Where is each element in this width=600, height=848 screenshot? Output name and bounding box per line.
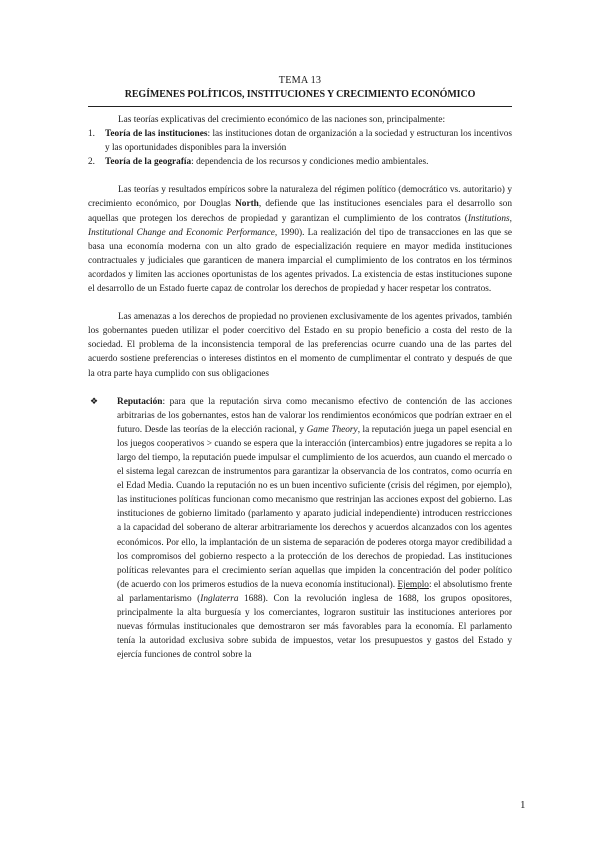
spacer (88, 169, 512, 183)
author-name: North (235, 199, 259, 210)
list-item-text: : las instituciones dotan de organización a la sociedad y estructuran los incentivos y las oportunidades disponibles para la inversión (105, 129, 512, 154)
reputation-bullet (88, 395, 512, 663)
example-label: Ejemplo (397, 579, 429, 590)
text-run: : para que la reputación sirva como mecanismo efectivo de contención de las acciones arbitrarias de los gobernantes, estos han de valorar los rendimientos económicos que podrían extraer en el futuro. Desde las teorías de la elección racional, y (117, 396, 512, 435)
list-item-term: Teoría de las instituciones (105, 129, 208, 140)
text-run: , 1990). La realización del tipo de transacciones en las que se basa una economía moderna con un alto grado de especialización requiere en mayor medida instituciones contractuales y judiciales que garanticen de manera imparcial el cumplimiento de los contratos en los términos acordados y limiten las acciones oportunistas de los agentes privados. La existencia de estas instituciones supone el desarrollo de un Estado fuerte capaz de controlar los derechos de propiedad y hacer respetar los contratos. (88, 227, 512, 295)
threats-paragraph: Las amenazas a los derechos de propiedad no provienen exclusivamente de los agentes privados, también los gobernantes pueden utilizar el poder coercitivo del Estado en su propio beneficio a costa del resto de la sociedad. El problema de la inconsistencia temporal de las preferencias ocurre cuando una de las partes del acuerdo sostiene preferencias o intereses distintos en el momento de cumplimentar el contrato y después de que la otra parte haya cumplido con sus obligaciones (88, 312, 512, 379)
text-run: : el absolutismo frente al parlamentarismo ( (117, 579, 512, 604)
text-run: 1688). Con la revolución inglesa de 1688, los grupos opositores, principalmente la alta burguesía y los comerciantes, lograron sustituir las instituciones anteriores por nuevas fórmulas institucionales que demostraron ser más favorables para la economía. El parlamento tenía la autoridad exclusiva sobre subida de impuestos, vetar los presupuestos y gastos del Estado y ejercía funciones de control sobre la (117, 593, 512, 661)
diamond-bullet-icon: ❖ (90, 396, 99, 407)
spacer (88, 381, 512, 395)
list-item (88, 127, 512, 155)
page-content (88, 74, 512, 662)
text-run: Las teorías y resultados empíricos sobre la naturaleza del régimen político (democrático vs. autoritario) y crecimiento económico, por Douglas (88, 185, 512, 210)
page-number: 1 (520, 799, 526, 811)
theory-list (88, 127, 512, 169)
document-title: REGÍMENES POLÍTICOS, INSTITUCIONES Y CRECIMIENTO ECONÓMICO (124, 89, 476, 100)
country-name: Inglaterra (200, 593, 239, 604)
list-item-term: Teoría de la geografía (105, 157, 192, 168)
north-paragraph (88, 183, 512, 296)
title-divider (88, 106, 512, 107)
list-item (88, 155, 512, 169)
bullet-term: Reputación (117, 396, 163, 407)
book-title: Institutions, Institutional Change and Economic Performance (88, 213, 512, 238)
spacer (88, 296, 512, 310)
text-run: , la reputación juega un papel esencial en los juegos cooperativos > cuando se espera que la interacción (intercambios) entre jugadores se repita a lo largo del tiempo, la reputación puede impulsar el cumplimiento de los acuerdos, aun cuando el mercado o el sistema legal carezcan de instrumentos para garantizar la observancia de los contratos, como ocurría en el Edad Media. Cuando la reputación no es un buen incentivo suficiente (crisis del régimen, por ejemplo), las instituciones políticas funcionan como mecanismo que restrinjan las acciones expost del gobierno. Las instituciones de gobierno limitado (parlamento y aparato judicial independiente) introducen restricciones a la capacidad del soberano de alterar arbitrariamente los derechos y acuerdos alcanzados con los agentes económicos. Por ello, la implantación de un sistema de separación de poderes otorga mayor credibilidad a los compromisos del gobierno respecto a la protección de los derechos de propiedad. Las instituciones políticas relevantes para el crecimiento serían aquellas que impiden la concentración del poder político (de acuerdo con los primeros estudios de la nueva economía institucional). (117, 424, 512, 590)
game-theory-term: Game Theory (306, 424, 358, 435)
list-item-text: : dependencia de los recursos y condiciones medio ambientales. (191, 157, 429, 168)
list-item-number: 1. (88, 129, 95, 140)
topic-number: TEMA 13 (278, 75, 322, 86)
intro-paragraph: Las teorías explicativas del crecimiento económico de las naciones son, principalmente: (118, 115, 446, 125)
list-item-number: 2. (88, 157, 95, 168)
text-run: , defiende que las instituciones esenciales para el desarrollo son aquellas que protegen los derechos de propiedad y garantizan el cumplimiento de los contratos ( (88, 199, 512, 224)
